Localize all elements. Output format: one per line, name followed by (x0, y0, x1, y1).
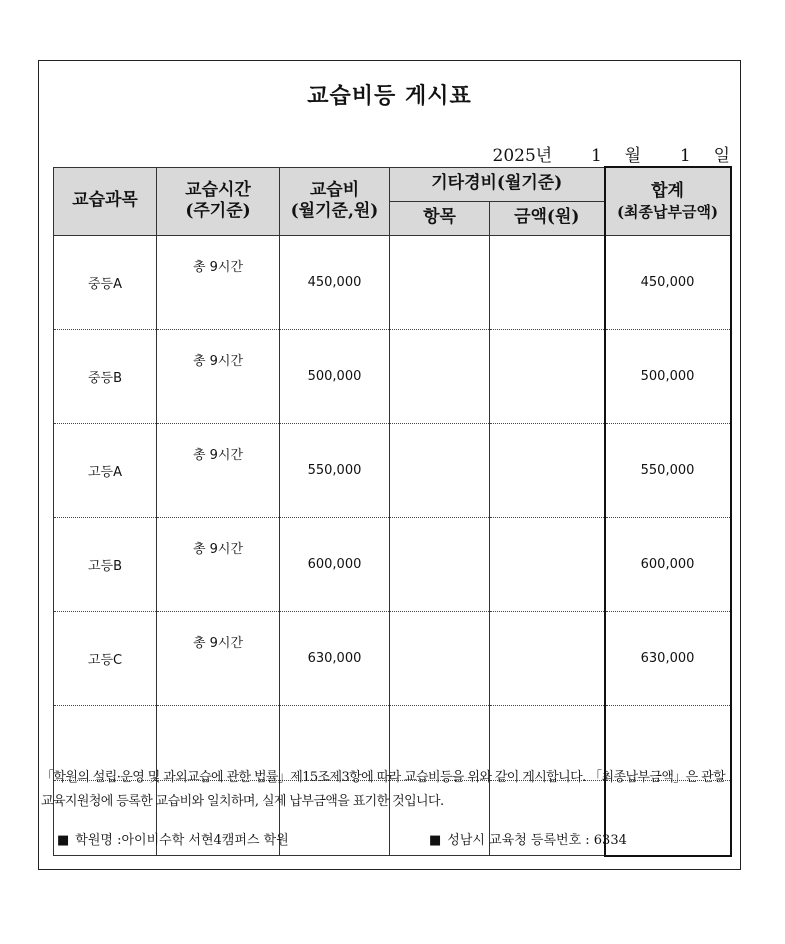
cell-subject: 고등A (54, 423, 157, 517)
cell-hours: 총 9시간 (157, 611, 280, 705)
registration-number-text: 성남시 교육청 등록번호 : 6334 (447, 833, 627, 848)
cell-hours: 총 9시간 (157, 423, 280, 517)
fee-notice-sheet (38, 60, 741, 870)
cell-total: 600,000 (605, 517, 731, 611)
page-title: 교습비등 게시표 (307, 83, 472, 109)
date-day-label: 일 (713, 146, 730, 166)
header-hours (157, 167, 280, 235)
header-other: 기타경비(월기준) (390, 167, 605, 201)
academy-name-text: 학원명 :아이비수학 서현4캠퍼스 학원 (75, 833, 289, 848)
header-fee-line2: (월기준,원) (290, 201, 379, 221)
cell-total: 630,000 (605, 611, 731, 705)
cell-total: 450,000 (605, 235, 731, 329)
square-bullet-icon: ■ (57, 833, 70, 848)
header-hours-line2: (주기준) (185, 201, 251, 221)
date-year: 2025년 (492, 146, 553, 166)
cell-other-amount (490, 423, 605, 517)
table-row (54, 329, 731, 423)
header-other-amount: 금액(원) (490, 201, 605, 235)
square-bullet-icon: ■ (429, 833, 442, 848)
cell-other-amount (490, 235, 605, 329)
date-line (493, 141, 730, 166)
table-row (54, 235, 731, 329)
cell-fee: 450,000 (280, 235, 390, 329)
cell-subject: 중등A (54, 235, 157, 329)
academy-name (57, 829, 289, 848)
cell-other-amount (490, 329, 605, 423)
date-month: 1 (591, 146, 602, 166)
header-hours-line1: 교습시간 (185, 179, 251, 200)
cell-other-amount (490, 517, 605, 611)
cell-fee: 500,000 (280, 329, 390, 423)
cell-total: 550,000 (605, 423, 731, 517)
fee-table (53, 166, 732, 857)
cell-hours: 총 9시간 (157, 329, 280, 423)
cell-other-item (390, 611, 490, 705)
header-other-item: 항목 (390, 201, 490, 235)
header-fee (280, 167, 390, 235)
header-fee-line1: 교습비 (309, 179, 360, 200)
cell-fee: 600,000 (280, 517, 390, 611)
table-row (54, 517, 731, 611)
cell-total: 500,000 (605, 329, 731, 423)
table-row (54, 423, 731, 517)
cell-subject: 고등B (54, 517, 157, 611)
legal-notice: 「학원의 설립·운영 및 과외교습에 관한 법률」제15조제3항에 따라 교습비등을 위와 같이 게시합니다. 「최종납부금액」은 관할 교육지원청에 등록한 교습비와 일치하며, 실제 납부금액을 표기한 것입니다. (41, 770, 726, 809)
date-day: 1 (679, 146, 691, 166)
cell-other-item (390, 235, 490, 329)
header-total (605, 167, 731, 235)
registration-number (429, 829, 627, 848)
header-total-line2: (최종납부금액) (616, 202, 719, 221)
cell-other-item (390, 329, 490, 423)
cell-subject: 고등C (54, 611, 157, 705)
header-subject: 교습과목 (54, 167, 157, 235)
cell-fee: 550,000 (280, 423, 390, 517)
cell-other-item (390, 423, 490, 517)
cell-subject: 중등B (54, 329, 157, 423)
cell-other-item (390, 517, 490, 611)
cell-hours: 총 9시간 (157, 235, 280, 329)
cell-hours: 총 9시간 (157, 517, 280, 611)
cell-fee: 630,000 (280, 611, 390, 705)
table-row (54, 611, 731, 705)
date-month-label: 월 (624, 146, 642, 166)
cell-other-amount (490, 611, 605, 705)
header-total-line1: 합계 (651, 181, 684, 202)
